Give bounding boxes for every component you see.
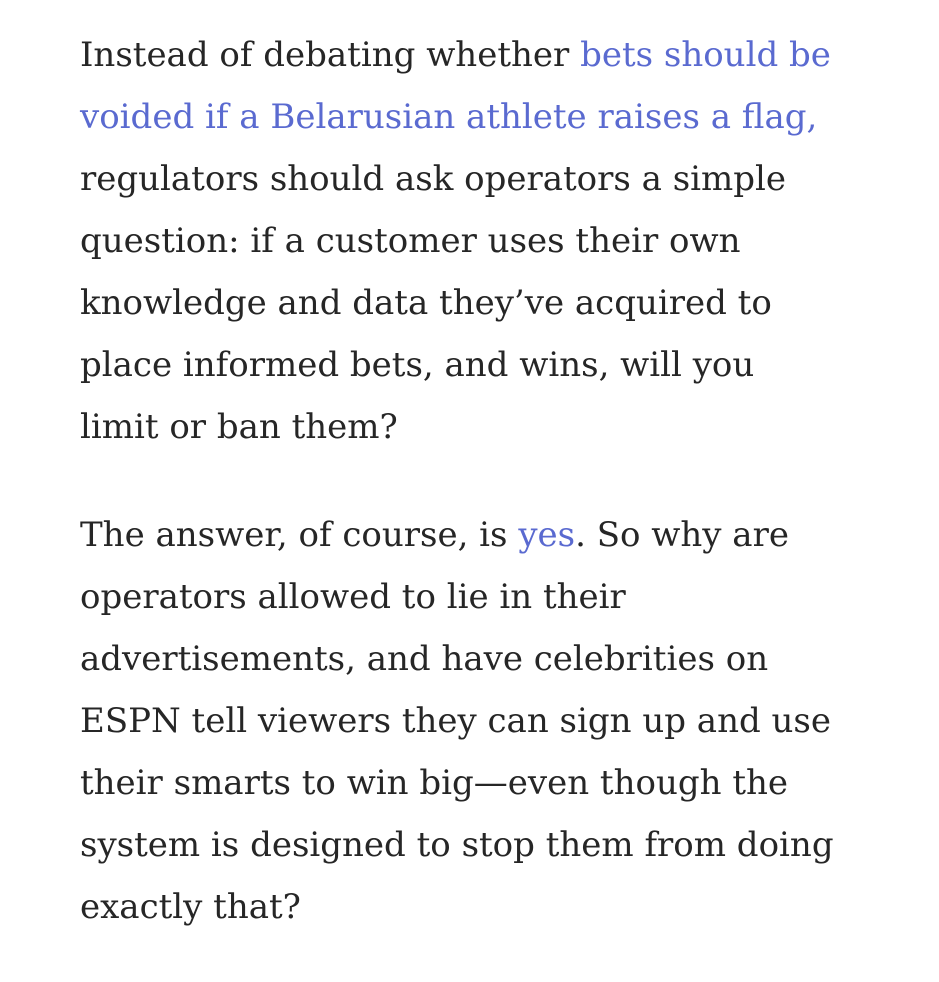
paragraph-line xyxy=(80,504,860,566)
paragraph-line: question: if a customer uses their own xyxy=(80,221,741,261)
yes-link[interactable]: yes xyxy=(518,515,576,555)
article-body xyxy=(80,24,860,938)
paragraph-line: their smarts to win big—even though the xyxy=(80,763,789,803)
text: The answer, of course, is xyxy=(80,515,519,555)
paragraph-line: exactly that? xyxy=(80,887,301,927)
text: . So why are xyxy=(575,515,789,555)
paragraph-2 xyxy=(80,504,860,938)
text: Instead of debating whether xyxy=(80,35,581,75)
paragraph-1 xyxy=(80,24,860,458)
paragraph-line: operators allowed to lie in their xyxy=(80,577,626,617)
paragraph-line: limit or ban them? xyxy=(80,407,398,447)
bets-voided-link-continued[interactable]: voided if a Belarusian athlete raises a flag, xyxy=(80,97,818,137)
paragraph-line: advertisements, and have celebrities on xyxy=(80,639,769,679)
bets-voided-link[interactable]: bets should be xyxy=(580,35,831,75)
paragraph-line: regulators should ask operators a simple xyxy=(80,159,787,199)
paragraph-line: knowledge and data they’ve acquired to xyxy=(80,283,772,323)
paragraph-line: ESPN tell viewers they can sign up and use xyxy=(80,701,832,741)
paragraph-line: system is designed to stop them from doing xyxy=(80,825,834,865)
paragraph-line: place informed bets, and wins, will you xyxy=(80,345,755,385)
paragraph-line xyxy=(80,86,860,148)
paragraph-line xyxy=(80,24,860,86)
